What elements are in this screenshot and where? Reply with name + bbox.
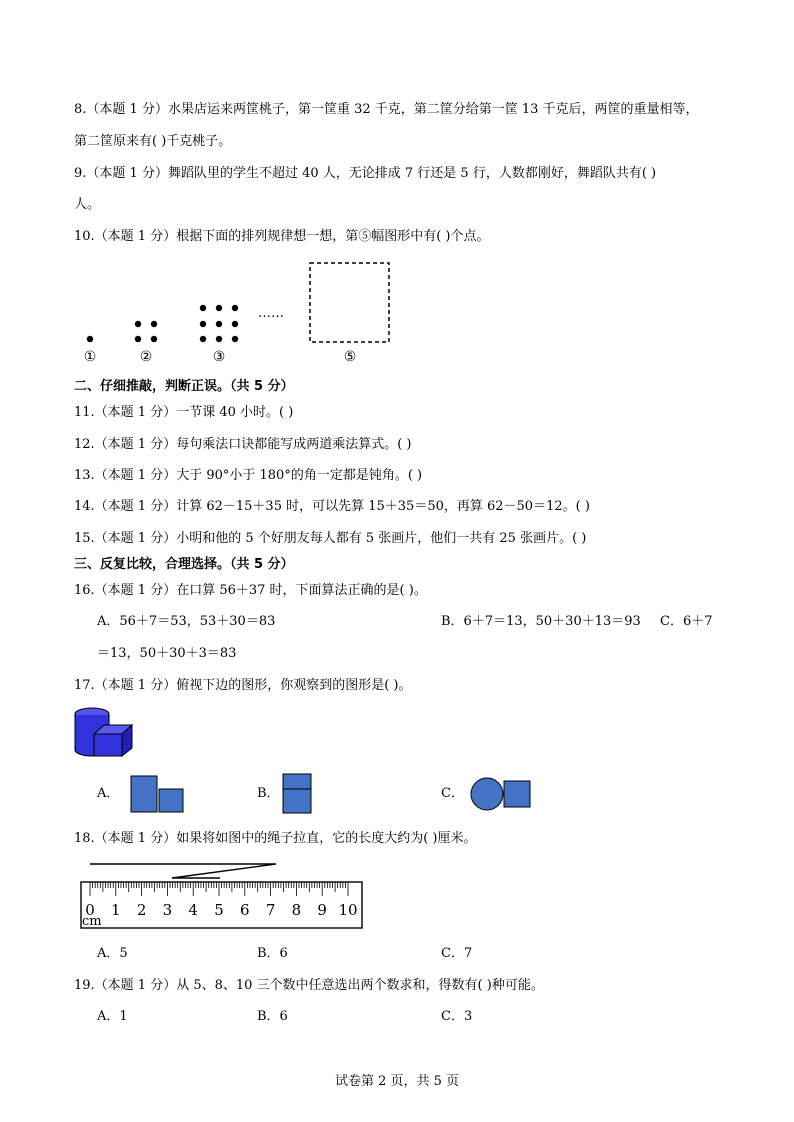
q15-text: 15.（本题 1 分）小明和他的 5 个好朋友每人都有 5 张画片，他们一共有 25 张画片。( ) <box>74 531 587 546</box>
dot-pattern-figure <box>70 255 410 365</box>
ruler-number: 2 <box>136 901 147 919</box>
figure-label-5: ⑤ <box>343 349 357 365</box>
dot <box>216 321 222 327</box>
q9-line1: 9.（本题 1 分）舞蹈队里的学生不超过 40 人，无论排成 7 行还是 5 行，人数都刚好，舞蹈队共有( ) <box>74 166 657 181</box>
dot <box>232 305 238 311</box>
q16-text: 16.（本题 1 分）在口算 56＋37 时，下面算法正确的是( )。 <box>74 583 427 598</box>
option-c-shapes <box>470 776 534 812</box>
q16-option-a: A．56＋7＝53，53＋30＝83 <box>97 614 276 629</box>
q16-option-c: C．6＋7 <box>660 614 713 629</box>
page-footer: 试卷第 2 页，共 5 页 <box>334 1074 460 1089</box>
figure-label-3: ③ <box>212 349 226 365</box>
section-3-heading: 三、反复比较，合理选择。（共 5 分） <box>74 557 294 572</box>
ruler-number: 9 <box>317 901 327 919</box>
dot <box>216 336 222 342</box>
ruler-number: 6 <box>240 901 250 919</box>
q11-text: 11.（本题 1 分）一节课 40 小时。( ) <box>74 405 294 420</box>
dot <box>87 336 93 342</box>
q18-text: 18.（本题 1 分）如果将如图中的绳子拉直，它的长度大约为( )厘米。 <box>74 831 477 846</box>
dashed-box <box>310 263 389 342</box>
dot <box>200 305 206 311</box>
q17-option-c-label: C． <box>441 786 464 801</box>
dot <box>151 336 157 342</box>
q19-option-b: B．6 <box>257 1009 288 1024</box>
q17-option-b-label: B． <box>257 786 280 801</box>
q12-text: 12.（本题 1 分）每句乘法口诀都能写成两道乘法算式。( ) <box>74 437 412 452</box>
dot <box>135 336 141 342</box>
ruler-unit: cm <box>82 914 102 929</box>
q18-option-c: C．7 <box>441 946 473 961</box>
dot <box>232 336 238 342</box>
q14-text: 14.（本题 1 分）计算 62－15＋35 时，可以先算 15＋35＝50，再算 62－50＝12。( ) <box>74 499 590 514</box>
q16-option-c-cont: ＝13，50＋30＋3＝83 <box>97 646 237 661</box>
figure-label-1: ① <box>83 349 97 365</box>
ruler-number: 0 <box>85 901 95 919</box>
figure-label-2: ② <box>139 349 153 365</box>
q17-text: 17.（本题 1 分）俯视下边的图形，你观察到的图形是( )。 <box>74 678 412 693</box>
q19-text: 19.（本题 1 分）从 5、8、10 三个数中任意选出两个数求和，得数有( )种可能。 <box>74 978 544 993</box>
ellipsis: …… <box>258 306 284 321</box>
option-a-shapes <box>130 775 186 815</box>
dot <box>200 321 206 327</box>
dot <box>151 321 157 327</box>
section-2-heading: 二、仔细推敲，判断正误。（共 5 分） <box>74 379 294 394</box>
q8-line2: 第二筐原来有( )千克桃子。 <box>74 134 232 149</box>
q13-text: 13.（本题 1 分）大于 90°小于 180°的角一定都是钝角。( ) <box>74 468 423 483</box>
rope-and-ruler <box>78 858 368 932</box>
ruler-number: 3 <box>162 901 173 919</box>
dot <box>135 321 141 327</box>
ruler-number: 4 <box>188 901 198 919</box>
ruler-number: 8 <box>291 901 302 919</box>
q16-option-b: B．6＋7＝13，50＋30＋13＝93 <box>441 614 641 629</box>
dot <box>200 336 206 342</box>
ruler-number: 1 <box>111 901 121 919</box>
q10-text: 10.（本题 1 分）根据下面的排列规律想一想，第⑤幅图形中有( )个点。 <box>74 229 490 244</box>
q19-option-c: C．3 <box>441 1009 473 1024</box>
q9-line2: 人。 <box>74 197 101 212</box>
ruler-number: 5 <box>214 901 224 919</box>
q18-option-a: A．5 <box>97 946 128 961</box>
ruler-number: 10 <box>338 901 358 919</box>
q8-line1: 8.（本题 1 分）水果店运来两筐桃子，第一筐重 32 千克，第二筐分给第一筐 13 千克后，两筐的重量相等， <box>74 102 699 117</box>
cylinder-cube-solid <box>72 706 136 758</box>
q19-option-a: A．1 <box>97 1009 128 1024</box>
option-b-shapes <box>282 773 314 815</box>
rope <box>90 864 276 878</box>
q17-option-a-label: A． <box>97 786 120 801</box>
dot <box>216 305 222 311</box>
dot <box>232 321 238 327</box>
q18-option-b: B．6 <box>257 946 288 961</box>
ruler-number: 7 <box>265 901 276 919</box>
